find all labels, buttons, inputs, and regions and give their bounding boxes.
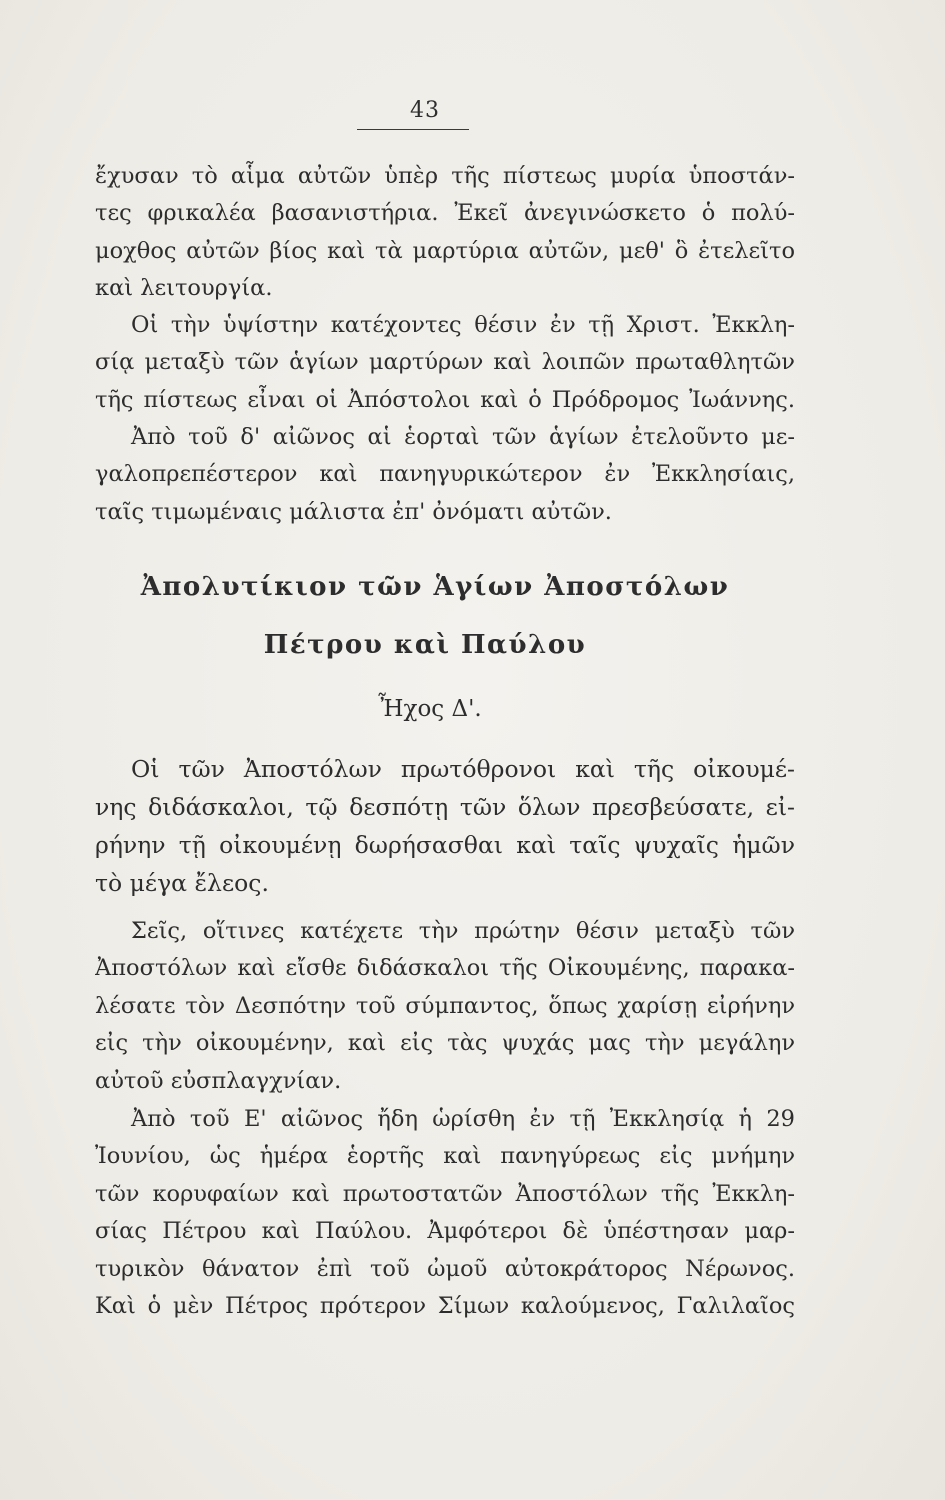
section-subheading: Πέτρου καὶ Παύλου — [263, 630, 587, 660]
text-line: Ἀπὸ τοῦ Ε' αἰῶνος ἤδη ὡρίσθη ἐν τῇ Ἐκκλησίᾳ ἡ 29 — [131, 1106, 795, 1132]
text-line: καὶ λειτουργία. — [95, 275, 273, 302]
paragraph-1 — [95, 158, 795, 308]
text-line: γαλοπρεπέστερον καὶ πανηγυρικώτερον ἐν Ἐκκλησίαις, — [95, 461, 795, 488]
paragraph-2 — [95, 307, 795, 419]
text-line: Ἀπὸ τοῦ δ' αἰῶνος αἱ ἑορταὶ τῶν ἁγίων ἐτελοῦντο με- — [131, 424, 795, 450]
text-line: αὐτοῦ εὐσπλαγχνίαν. — [95, 1067, 342, 1094]
text-line: σίας Πέτρου καὶ Παύλου. Ἀμφότεροι δὲ ὑπέστησαν μαρ- — [95, 1218, 795, 1245]
text-line: νης διδάσκαλοι, τῷ δεσπότῃ τῶν ὅλων πρεσβεύσατε, εἰ- — [95, 793, 795, 821]
text-line: λέσατε τὸν Δεσπότην τοῦ σύμπαντος, ὅπως χαρίσῃ εἰρήνην — [95, 992, 795, 1019]
text-line: τῶν κορυφαίων καὶ πρωτοστατῶν Ἀποστόλων τῆς Ἐκκλη- — [95, 1180, 795, 1207]
hymn-translation — [95, 913, 795, 1100]
text-line: τῆς πίστεως εἶναι οἱ Ἀπόστολοι καὶ ὁ Πρόδρομος Ἰωάννης. — [95, 386, 795, 413]
hymn-mode: Ἦχος Δ'. — [378, 696, 482, 722]
hymn-text — [95, 750, 795, 902]
text-line: Οἱ τὴν ὑψίστην κατέχοντες θέσιν ἐν τῇ Χριστ. Ἐκκλη- — [131, 312, 795, 338]
text-line: τὸ μέγα ἔλεος. — [95, 869, 269, 897]
page-number: 43 — [410, 98, 440, 123]
paragraph-4 — [95, 1101, 795, 1325]
text-line: Σεῖς, οἵτινες κατέχετε τὴν πρώτην θέσιν μεταξὺ τῶν — [131, 918, 795, 944]
text-line: Ἀποστόλων καὶ εἴσθε διδάσκαλοι τῆς Οἰκουμένης, παρακα- — [95, 955, 795, 982]
text-line: ἔχυσαν τὸ αἷμα αὐτῶν ὑπὲρ τῆς πίστεως μυρία ὑποστάν- — [95, 163, 795, 189]
text-line: ρήνην τῇ οἰκουμένῃ δωρήσασθαι καὶ ταῖς ψυχαῖς ἡμῶν — [95, 831, 795, 859]
text-line: σίᾳ μεταξὺ τῶν ἁγίων μαρτύρων καὶ λοιπῶν πρωταθλητῶν — [95, 349, 795, 376]
text-line: εἰς τὴν οἰκουμένην, καὶ εἰς τὰς ψυχάς μας τὴν μεγάλην — [95, 1030, 795, 1057]
text-line: μοχθος αὐτῶν βίος καὶ τὰ μαρτύρια αὐτῶν, μεθ' ὃ ἐτελεῖτο — [95, 237, 795, 264]
text-line: Ἰουνίου, ὡς ἡμέρα ἑορτῆς καὶ πανηγύρεως εἰς μνήμην — [95, 1143, 795, 1170]
page-number-rule — [357, 129, 469, 130]
section-heading: Ἀπολυτίκιον τῶν Ἁγίων Ἀποστόλων — [140, 572, 730, 602]
text-line: Καὶ ὁ μὲν Πέτρος πρότερον Σίμων καλούμενος, Γαλιλαῖος — [95, 1292, 795, 1319]
text-line: τυρικὸν θάνατον ἐπὶ τοῦ ὠμοῦ αὐτοκράτορος Νέρωνος. — [95, 1255, 795, 1282]
paragraph-3 — [95, 419, 795, 531]
text-line: Οἱ τῶν Ἀποστόλων πρωτόθρονοι καὶ τῆς οἰκουμέ- — [131, 755, 795, 783]
text-line: τες φρικαλέα βασανιστήρια. Ἐκεῖ ἀνεγινώσκετο ὁ πολύ- — [95, 200, 795, 227]
text-line: ταῖς τιμωμέναις μάλιστα ἐπ' ὀνόματι αὐτῶν. — [95, 498, 612, 525]
